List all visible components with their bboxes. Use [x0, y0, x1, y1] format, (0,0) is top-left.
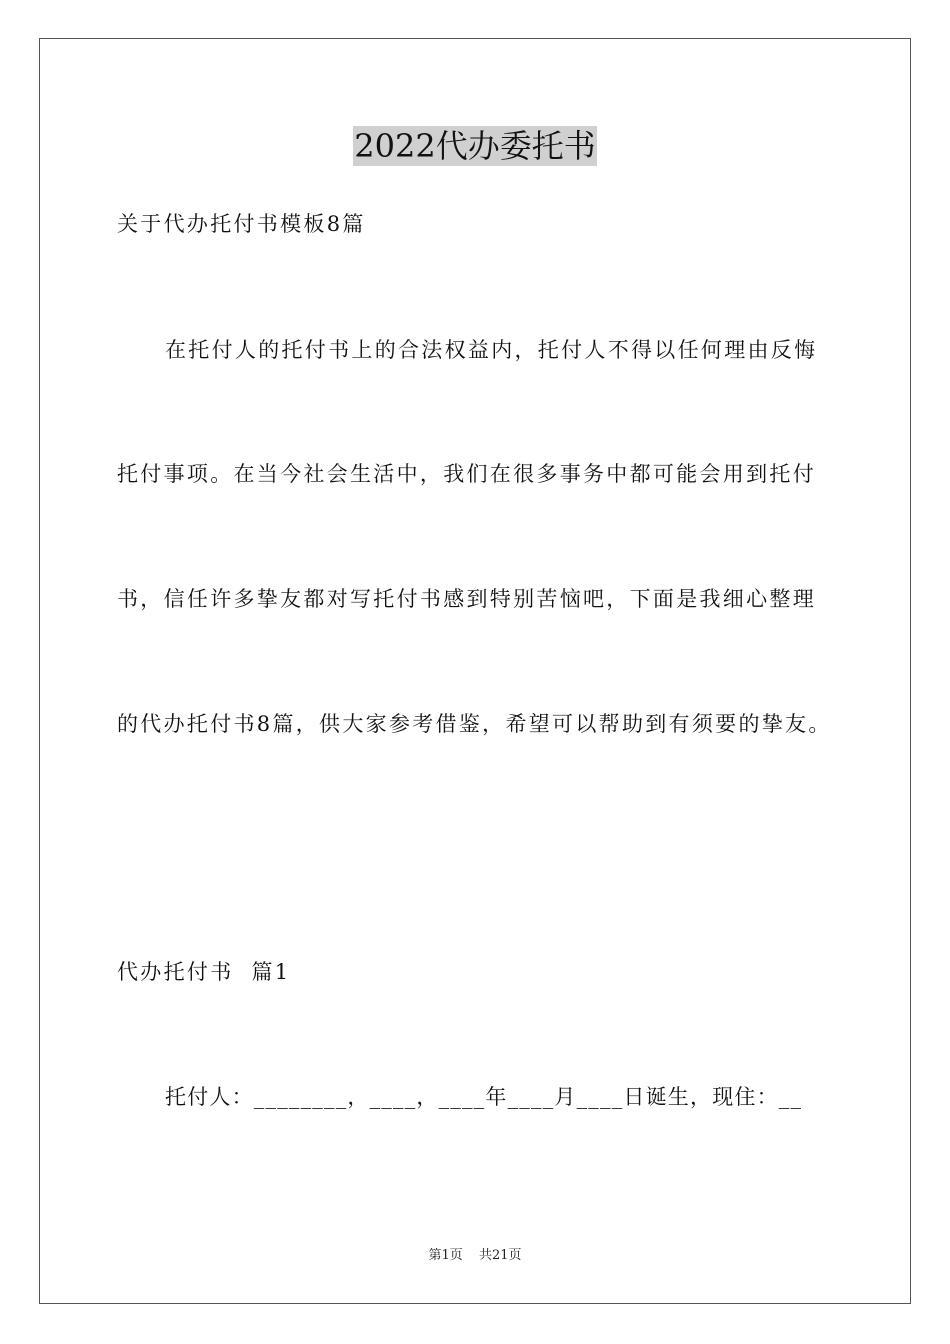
intro-line-2: 托付事项。在当今社会生活中，我们在很多事务中都可能会用到托付	[117, 462, 816, 486]
intro-line-1: 在托付人的托付书上的合法权益内，托付人不得以任何理由反悔	[165, 338, 818, 362]
page-footer	[0, 1247, 950, 1265]
document-subtitle: 关于代办托付书模板8篇	[117, 212, 366, 236]
intro-line-3: 书，信任许多挚友都对写托付书感到特别苦恼吧，下面是我细心整理	[117, 587, 816, 611]
document-title: 2022代办委托书	[354, 127, 596, 165]
title-container	[0, 126, 950, 166]
page-total: 共21页	[478, 1248, 522, 1263]
form-line-principal: 托付人：________，____，____年____月____日诞生，现住：__	[165, 1085, 803, 1109]
intro-line-4: 的代办托付书8篇，供大家参考借鉴，希望可以帮助到有须要的挚友。	[117, 712, 832, 736]
section-heading: 代办托付书 篇1	[117, 960, 291, 984]
page-number: 第1页	[428, 1248, 463, 1263]
